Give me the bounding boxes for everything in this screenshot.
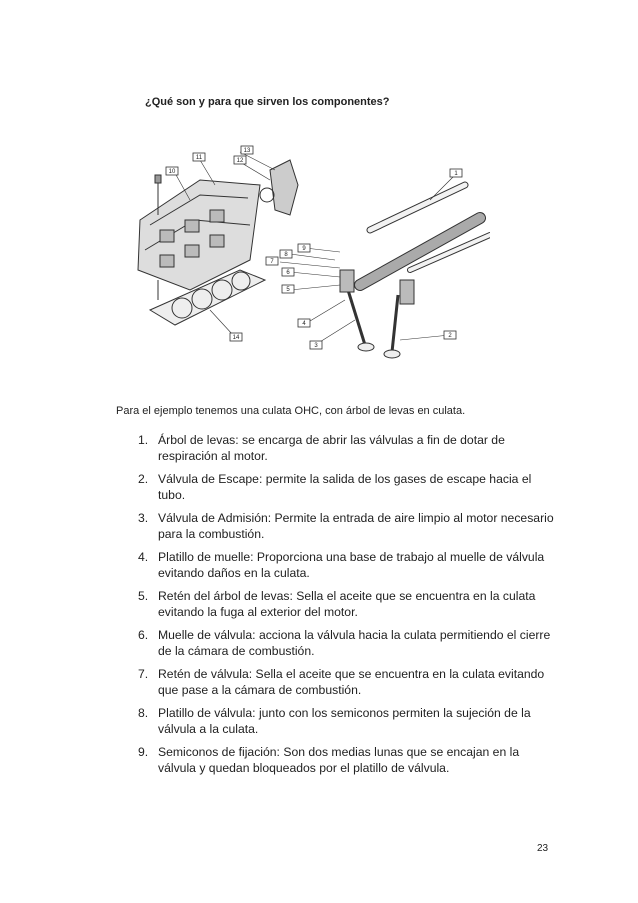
list-text: Muelle de válvula: acciona la válvula hacia la culata permitiendo el cierre de la cámara de combustión.	[158, 628, 551, 658]
svg-text:11: 11	[195, 155, 203, 161]
list-number: 7.	[138, 667, 149, 681]
component-list	[100, 432, 560, 783]
svg-text:13: 13	[243, 148, 251, 154]
callout-9	[298, 244, 310, 252]
list-text: Retén del árbol de levas: Sella el aceite que se encuentra en la culata evitando la fuga al exterior del motor.	[158, 589, 536, 619]
svg-text:8: 8	[284, 252, 288, 258]
svg-text:14: 14	[232, 335, 240, 341]
cylinder-head-exploded-diagram	[130, 140, 490, 378]
list-number: 5.	[138, 589, 149, 603]
list-item	[100, 666, 560, 698]
svg-text:12: 12	[236, 158, 244, 164]
list-item	[100, 588, 560, 620]
svg-text:7: 7	[270, 259, 274, 265]
svg-text:10: 10	[168, 169, 176, 175]
list-item	[100, 432, 560, 464]
list-number: 4.	[138, 550, 149, 564]
page-number: 23	[537, 843, 549, 854]
list-item	[100, 627, 560, 659]
list-text: Árbol de levas: se encarga de abrir las válvulas a fin de dotar de respiración al motor.	[158, 433, 505, 463]
callout-4	[298, 319, 310, 327]
list-number: 3.	[138, 511, 149, 525]
svg-text:9: 9	[302, 246, 306, 252]
svg-text:2: 2	[448, 333, 452, 339]
list-text: Semiconos de fijación: Son dos medias lunas que se encajan en la válvula y quedan bloqueados por el platillo de válvula.	[158, 745, 520, 775]
list-number: 6.	[138, 628, 149, 642]
list-item	[100, 510, 560, 542]
list-number: 2.	[138, 472, 149, 486]
callout-13	[241, 146, 253, 154]
intro-text: Para el ejemplo tenemos una culata OHC, con árbol de levas en culata.	[116, 405, 466, 417]
svg-text:3: 3	[314, 343, 318, 349]
callout-2	[444, 331, 456, 339]
list-number: 1.	[138, 433, 149, 447]
svg-text:1: 1	[454, 171, 458, 177]
list-item	[100, 549, 560, 581]
callout-14	[230, 333, 242, 341]
svg-text:5: 5	[286, 287, 290, 293]
callout-8	[280, 250, 292, 258]
list-text: Retén de válvula: Sella el aceite que se encuentra en la culata evitando que pase a la cámara de combustión.	[158, 667, 545, 697]
list-number: 8.	[138, 706, 149, 720]
callout-1	[450, 169, 462, 177]
list-text: Platillo de válvula: junto con los semiconos permiten la sujeción de la válvula a la culata.	[158, 706, 531, 736]
list-item	[100, 471, 560, 503]
list-number: 9.	[138, 745, 149, 759]
list-text: Platillo de muelle: Proporciona una base de trabajo al muelle de válvula evitando daños en la culata.	[158, 550, 545, 580]
page-heading: ¿Qué son y para que sirven los componentes?	[145, 96, 390, 108]
callout-5	[282, 285, 294, 293]
callout-6	[282, 268, 294, 276]
list-text: Válvula de Admisión: Permite la entrada de aire limpio al motor necesario para la combustión.	[158, 511, 554, 541]
callout-12	[234, 156, 246, 164]
list-text: Válvula de Escape: permite la salida de los gases de escape hacia el tubo.	[158, 472, 532, 502]
svg-text:4: 4	[302, 321, 306, 327]
callout-3	[310, 341, 322, 349]
callout-10	[166, 167, 178, 175]
list-item	[100, 705, 560, 737]
list-item	[100, 744, 560, 776]
svg-text:6: 6	[286, 270, 290, 276]
callout-7	[266, 257, 278, 265]
callout-11	[193, 153, 205, 161]
